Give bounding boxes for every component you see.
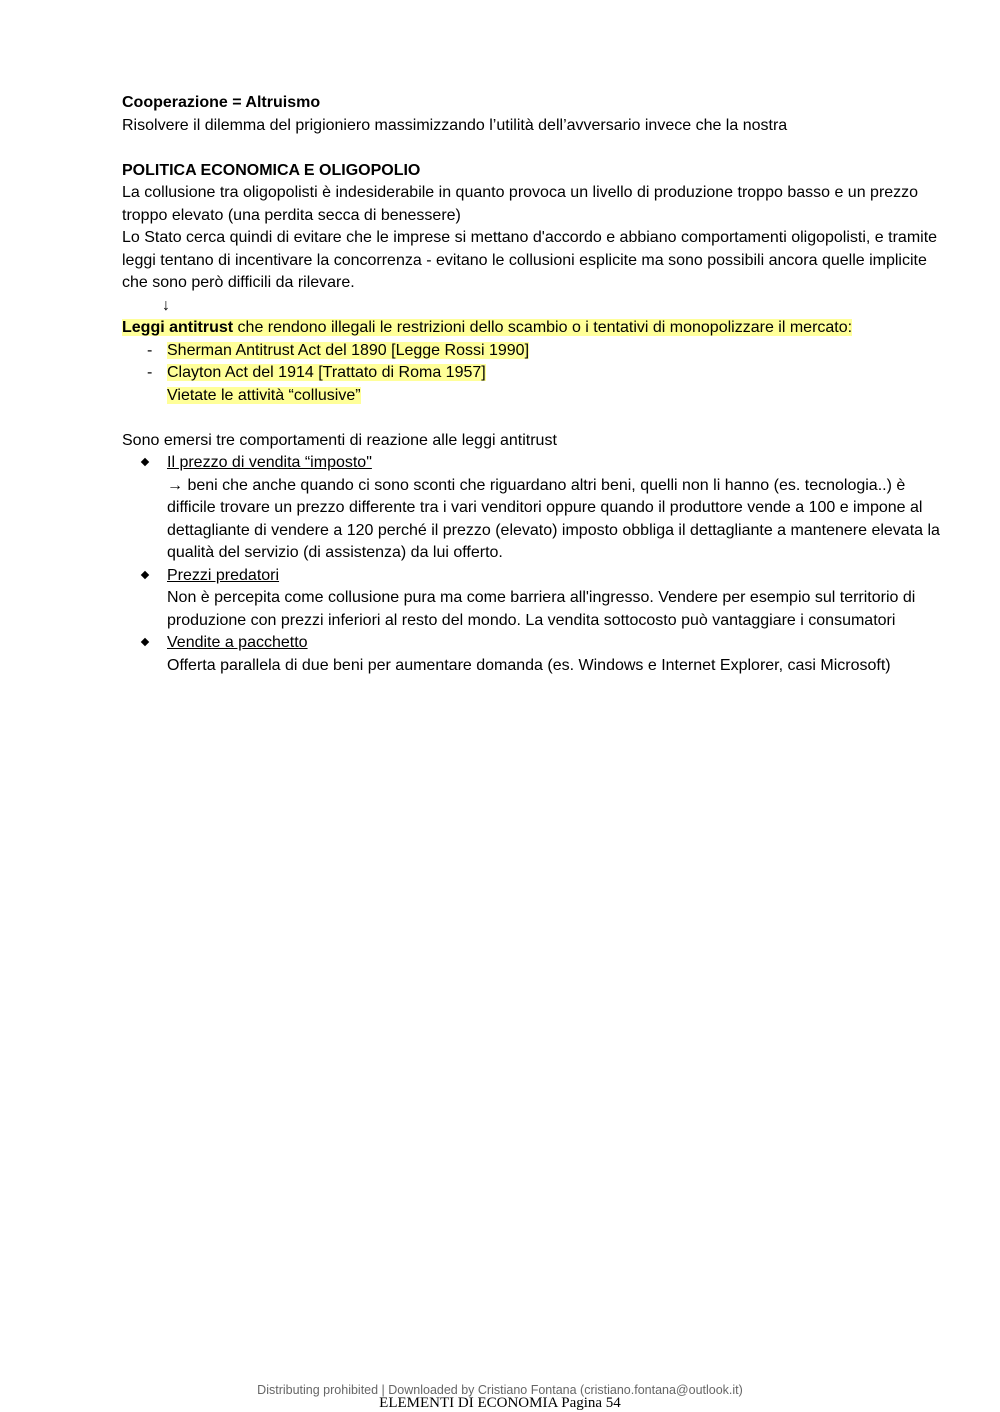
dash-bullet: - [147, 364, 153, 381]
paragraph-collusione: La collusione tra oligopolisti è indesiderabile in quanto provoca un livello di produzione troppo basso e un prezzo troppo elevato (una perdita secca di benessere) [122, 184, 919, 224]
paragraph-dilemma: Risolvere il dilemma del prigioniero massimizzando l’utilità dell’avversario invece che la nostra [122, 116, 788, 134]
section-title-politica: POLITICA ECONOMICA E OLIGOPOLIO [122, 161, 421, 179]
list-item-act [122, 362, 952, 385]
spacer [122, 407, 952, 430]
acts-note: Vietate le attività “collusive” [167, 386, 361, 404]
antitrust-description: che rendono illegali le restrizioni dello scambio o i tentativi di monopolizzare il mercato: [233, 319, 853, 336]
dash-bullet: - [147, 341, 153, 359]
down-arrow-icon: ↓ [162, 296, 170, 314]
diamond-bullet-icon [141, 638, 149, 646]
download-watermark: Distributing prohibited | Downloaded by Cristiano Fontana (cristiano.fontana@outlook.it) [257, 1383, 743, 1397]
acts-note-line [122, 385, 952, 408]
behavior-text: Non è percepita come collusione pura ma come barriera all'ingresso. Vendere per esempio sul territorio di produzione con prezzi inferiori al resto del mondo. La vendita sottocosto può vantaggiare i consumatori [167, 589, 916, 629]
spacer [122, 137, 952, 160]
paragraph-stato: Lo Stato cerca quindi di evitare che le imprese si mettano d'accordo e abbiano comportamenti oligopolisti, e tramite leggi tentano di incentivare la concorrenza - evitano le collusioni esplicite ma sono possibili ancora quelle implicite che sono però difficili da rilevare. [122, 229, 938, 291]
behavior-title: Prezzi predatori [167, 566, 280, 584]
behavior-text: Offerta parallela di due beni per aumentare domanda (es. Windows e Internet Explorer, casi Microsoft) [167, 656, 891, 674]
antitrust-line [122, 317, 952, 340]
behavior-title: Vendite a pacchetto [167, 634, 308, 651]
paragraph-comportamenti: Sono emersi tre comportamenti di reazione alle leggi antitrust [122, 431, 557, 449]
page-footer: ELEMENTI DI ECONOMIA Pagina 54 [379, 1395, 621, 1411]
act-text: Sherman Antitrust Act del 1890 [Legge Rossi 1990] [167, 341, 530, 359]
diamond-bullet-icon [141, 570, 149, 578]
list-item-behavior [122, 632, 952, 677]
page-content [122, 92, 952, 677]
list-item-behavior [122, 452, 952, 565]
list-item-act [122, 340, 952, 363]
act-text: Clayton Act del 1914 [Trattato di Roma 1957] [167, 364, 486, 381]
antitrust-term: Leggi antitrust [122, 319, 234, 336]
section-title-cooperazione: Cooperazione = Altruismo [122, 94, 321, 111]
list-item-behavior [122, 565, 952, 633]
behavior-text: → beni che anche quando ci sono sconti che riguardano altri beni, quelli non li hanno (es. tecnologia..) è difficile trovare un prezzo differente tra i vari venditori oppure quando il produttore vende a 100 e impone al dettagliante di vendere a 120 perché il prezzo (elevato) imposto obbliga il dettagliante a mantenere elevata la qualità del servizio (di assistenza) da lui offerto. [167, 476, 940, 561]
diamond-bullet-icon [141, 458, 149, 466]
behavior-title: Il prezzo di vendita “imposto" [167, 454, 372, 471]
